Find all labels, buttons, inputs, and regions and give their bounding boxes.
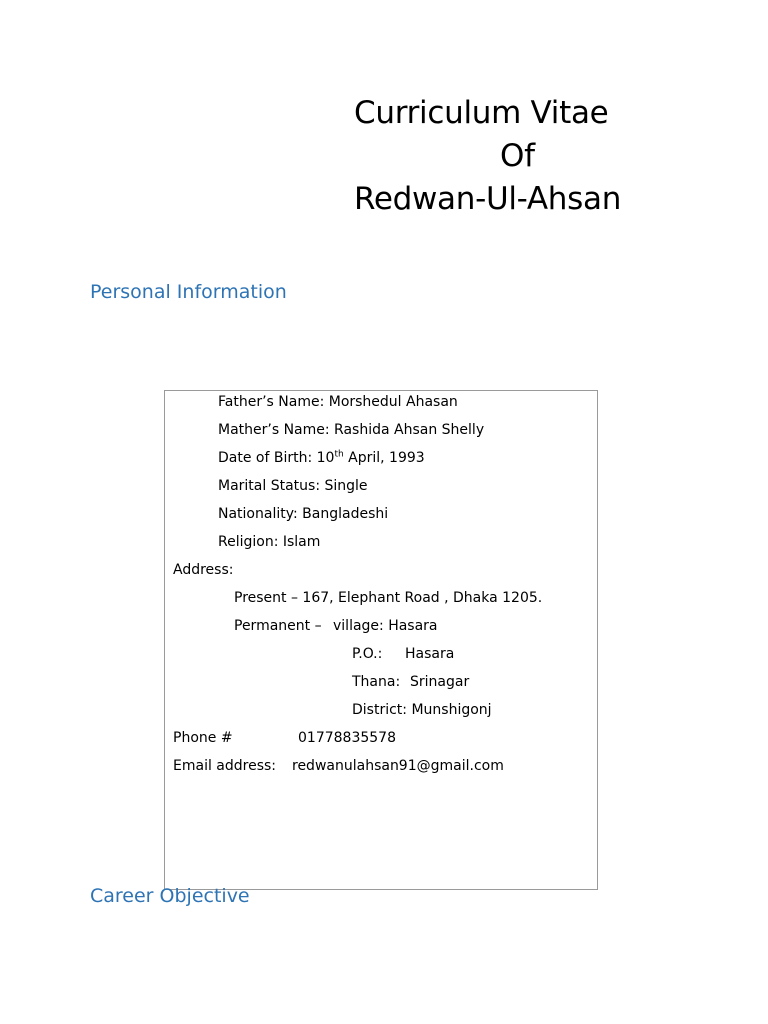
mothers-name: Mather’s Name: Rashida Ahsan Shelly <box>218 422 485 438</box>
fathers-name: Father’s Name: Morshedul Ahasan <box>218 394 458 410</box>
email-label: Email address: <box>173 758 277 774</box>
permanent-thana-label: Thana: <box>352 674 401 690</box>
permanent-po-value: Hasara <box>405 646 455 662</box>
dob-prefix: Date of Birth: 10 <box>218 450 335 466</box>
title-line-3: Redwan-Ul-Ahsan <box>354 181 622 217</box>
present-address: Present – 167, Elephant Road , Dhaka 1205. <box>234 590 543 606</box>
career-objective-heading: Career Objective <box>90 885 250 907</box>
email-value: redwanulahsan91@gmail.com <box>292 758 504 774</box>
personal-information-heading: Personal Information <box>90 281 287 303</box>
permanent-address-label: Permanent – <box>234 618 322 634</box>
religion: Religion: Islam <box>218 534 321 550</box>
document-title <box>354 92 621 221</box>
permanent-thana-value: Srinagar <box>410 674 470 690</box>
dob-superscript: th <box>334 449 344 460</box>
dob-suffix: April, 1993 <box>343 450 425 466</box>
nationality: Nationality: Bangladeshi <box>218 506 389 522</box>
title-line-2: Of <box>500 138 535 174</box>
date-of-birth <box>218 450 425 466</box>
permanent-village: village: Hasara <box>333 618 438 634</box>
marital-status: Marital Status: Single <box>218 478 368 494</box>
permanent-po-label: P.O.: <box>352 646 383 662</box>
phone-value: 01778835578 <box>298 730 396 746</box>
permanent-district: District: Munshigonj <box>352 702 492 718</box>
address-label: Address: <box>173 562 234 578</box>
phone-label: Phone # <box>173 730 233 746</box>
title-line-1: Curriculum Vitae <box>354 95 609 131</box>
